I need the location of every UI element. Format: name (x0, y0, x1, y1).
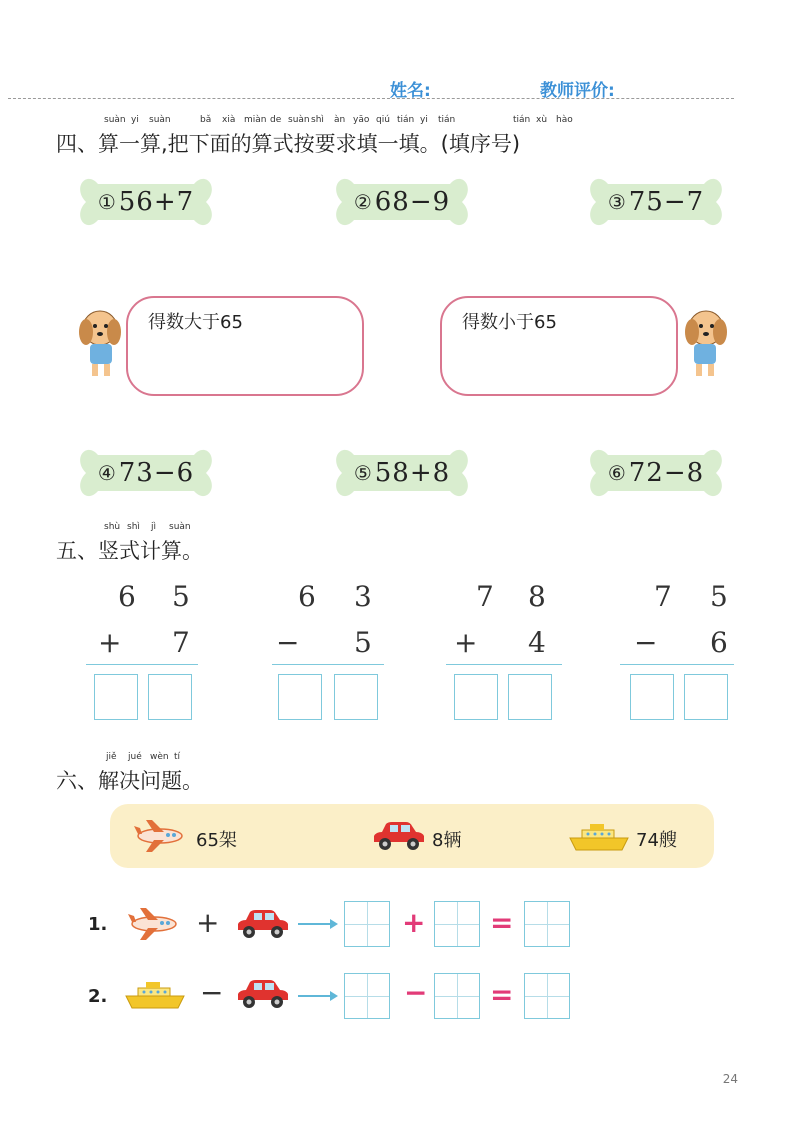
section6-title: 六、解决问题。 (56, 769, 203, 793)
expression-number: ⑥ (607, 461, 627, 485)
car-icon (370, 818, 426, 854)
expression-text: 68−9 (374, 187, 451, 217)
answer-cell-ones[interactable] (334, 674, 378, 720)
car-icon (234, 906, 290, 942)
answer-grid[interactable] (524, 973, 570, 1019)
answer-grid[interactable] (434, 973, 480, 1019)
expression-bone-6 (586, 443, 726, 503)
answer-cell-ones[interactable] (684, 674, 728, 720)
equals-sign: = (490, 978, 514, 1011)
equals-sign: = (490, 906, 514, 939)
expression-text: 72−8 (628, 458, 705, 488)
answer-grid[interactable] (344, 973, 390, 1019)
answer-cell-ones[interactable] (508, 674, 552, 720)
question-number: 2. (88, 986, 108, 1007)
answer-cell-tens[interactable] (278, 674, 322, 720)
section4-title: 四、算一算,把下面的算式按要求填一填。(填序号) (56, 132, 521, 156)
name-label: 姓名: (390, 81, 431, 101)
airplane-icon (134, 818, 186, 854)
answer-box-less-label: 得数小于65 (462, 312, 557, 333)
ship-count: 74艘 (636, 830, 677, 851)
answer-grid[interactable] (344, 901, 390, 947)
expression-bone-4 (76, 443, 216, 503)
expression-bone-3 (586, 172, 726, 232)
car-count: 8辆 (432, 830, 462, 851)
plus-sign: + (196, 906, 220, 939)
expression-number: ③ (607, 190, 627, 214)
question-number: 1. (88, 914, 108, 935)
ship-icon (124, 980, 186, 1012)
answer-box-greater[interactable] (126, 296, 364, 396)
answer-cell-ones[interactable] (148, 674, 192, 720)
header-divider (8, 98, 734, 99)
expression-bone-1 (76, 172, 216, 232)
answer-cell-tens[interactable] (630, 674, 674, 720)
plus-sign: + (402, 906, 426, 939)
car-icon (234, 976, 290, 1012)
answer-cell-tens[interactable] (94, 674, 138, 720)
arrow-icon (298, 918, 340, 930)
expression-bone-2 (332, 172, 472, 232)
expression-number: ⑤ (353, 461, 373, 485)
expression-text: 56+7 (118, 187, 195, 217)
answer-box-greater-label: 得数大于65 (148, 312, 243, 333)
answer-cell-tens[interactable] (454, 674, 498, 720)
expression-text: 75−7 (628, 187, 705, 217)
answer-box-less[interactable] (440, 296, 678, 396)
page-number: 24 (722, 1072, 738, 1086)
expression-number: ② (353, 190, 373, 214)
airplane-icon (128, 906, 180, 942)
expression-text: 73−6 (118, 458, 195, 488)
arrow-icon (298, 990, 340, 1002)
ship-icon (568, 822, 630, 854)
dog-illustration-left (78, 306, 126, 380)
expression-number: ④ (97, 461, 117, 485)
airplane-count: 65架 (196, 830, 237, 851)
expression-text: 58+8 (374, 458, 451, 488)
dog-illustration-right (680, 306, 728, 380)
answer-grid[interactable] (524, 901, 570, 947)
teacher-evaluation-label: 教师评价: (540, 81, 615, 101)
expression-bone-5 (332, 443, 472, 503)
minus-sign: − (404, 976, 428, 1009)
answer-grid[interactable] (434, 901, 480, 947)
section5-title: 五、竖式计算。 (56, 539, 203, 563)
minus-sign: − (200, 976, 224, 1009)
expression-number: ① (97, 190, 117, 214)
